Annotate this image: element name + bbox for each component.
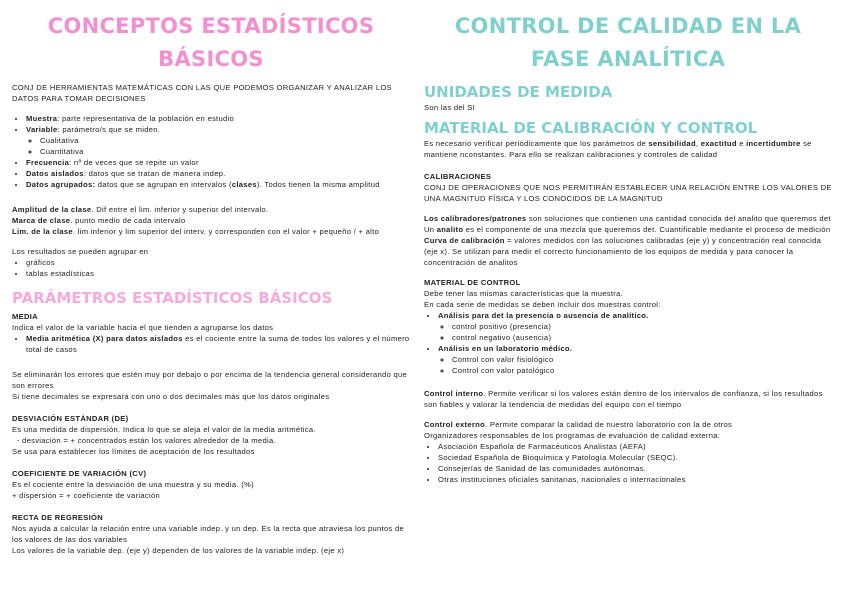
list-item: • Consejerías de Sanidad de las comunidades autónomas. — [438, 463, 832, 474]
desviacion-text-3: Se usa para establecer los límites de aceptación de los resultados — [12, 447, 255, 456]
right-column — [424, 0, 832, 485]
list-item: • Muestra: parte representativa de la población en estudio — [26, 113, 410, 124]
material-text: Es necesario verificar periódicamente que los parámetros de sensibilidad, exactitud e incertidumbre se mantiene nconstantes. Para ello se realizan calibraciones y controles de calidad — [424, 139, 812, 159]
desviacion-text-1: Es una medida de dispersión. Indica lo que se aleja el valor de la media aritmética. — [12, 425, 316, 434]
list-item: • Datos agrupados: datos que se agrupan en intervalos (clases). Todos tienen la misma amplitud — [26, 179, 410, 190]
material-title: MATERIAL DE CALIBRACIÓN Y CONTROL — [424, 119, 758, 137]
media-heading: MEDIA — [12, 312, 38, 321]
intro-text: CONJ DE HERRAMIENTAS MATEMÁTICAS CON LAS QUE PODEMOS ORGANIZAR Y ANALIZAR LOS DATOS PARA TOMAR DECISIONES — [12, 83, 392, 103]
left-column — [12, 0, 410, 556]
group-list — [12, 257, 410, 279]
amplitud-text: Amplitud de la clase. Dif entre el lim. inferior y superior del intervalo. — [12, 205, 269, 214]
media-text: Indica el valor de la variable hacia el que tienden a agruparse los datos — [12, 323, 274, 332]
list-item: • Asociación Española de Farmacéuticos Analistas (AEFA) — [438, 441, 832, 452]
calibraciones-text: CONJ DE OPERACIONES QUE NOS PERMITIRÁN ESTABLECER UNA RELACIÓN ENTRE LOS VALORES DE UNA MAGNITUD FÍSICA Y LOS CONOCIDOS DE LA MAGNITUD — [424, 183, 832, 203]
regresion-text-2: Los valores de la variable dep. (eje y) dependen de los valores de la variable indep. (eje x) — [12, 546, 345, 555]
regresion-text-1: Nos ayuda a calcular la relación entre una variable indep. y un dep. Es la recta que atraviesa los puntos de los valores de las dos variables — [12, 524, 405, 544]
list-item: • Sociedad Española de Bioquímica y Patología Molecular (SEQC). — [438, 452, 832, 463]
list-item: • Análisis en un laboratorio médico. ◦ Control con valor fisiológico ◦ Control con valor patológico — [438, 343, 832, 376]
left-title: CONCEPTOS ESTADÍSTICOS BÁSICOS — [47, 14, 375, 71]
calibraciones-heading: CALIBRACIONES — [424, 172, 492, 181]
list-item: • Variable: parámetro/s que se miden. ◦ Cualitativa ◦ Cuantitativa — [26, 124, 410, 157]
limite-text: Lim. de la clase. lim inferior y lim superior del interv. y corresponden con el valor + pequeño / + alto — [12, 227, 380, 236]
material-control-heading: MATERIAL DE CONTROL — [424, 278, 521, 287]
units-title: UNIDADES DE MEDIDA — [424, 83, 613, 101]
list-item: • tablas estadísticas — [26, 268, 410, 279]
group-text: Los resultados se pueden agrupar en — [12, 247, 149, 256]
decimals-text: Si tiene decimales se expresará con uno o dos decimales más que los datos originales — [12, 392, 330, 401]
list-item: • gráficos — [26, 257, 410, 268]
list-item: ◦ control positivo (presencia) — [452, 321, 832, 332]
list-item: ◦ Cuantitativa — [40, 146, 410, 157]
control-externo-text: Control externo. Permite comparar la calidad de nuestro laboratorio con la de otros — [424, 420, 733, 429]
list-item: • Análisis para det la presencia o ausencia de analítico. ◦ control positivo (presencia) ◦ control negativo (ausencia) — [438, 310, 832, 343]
desviacion-heading: DESVIACIÓN ESTÁNDAR (DE) — [12, 414, 129, 423]
mc-text-2: En cada serie de medidas se deben incluir dos muestras control: — [424, 300, 661, 309]
cv-text-1: Es el cociente entre la desviación de una muestra y su media. (%) — [12, 480, 254, 489]
mc-text-1: Debe tener las mismas características que la muestra. — [424, 289, 624, 298]
list-item: • Frecuencia: nº de veces que se repite un valor — [26, 157, 410, 168]
organizadores-text: Organizadores responsables de los programas de evaluación de calidad externa: — [424, 431, 721, 440]
media-list — [12, 333, 410, 355]
control-list — [424, 310, 832, 376]
cv-text-2: + dispersión = + coeficiente de variación — [12, 491, 161, 500]
regresion-heading: RECTA DE REGRESIÓN — [12, 513, 104, 522]
organizadores-list — [424, 441, 832, 485]
units-text: Son las del SI — [424, 103, 476, 112]
list-item: ◦ control negativo (ausencia) — [452, 332, 832, 343]
curva-text: Curva de calibración = valores medidos con las soluciones calibradas (eje y) y concentración real conocida (eje x). Se utilizan para medir el correcto funcionamiento de los equipos de medida y para conocer la concentración de analitos — [424, 236, 822, 267]
list-item: • Datos aislados: datos que se tratan de manera indep. — [26, 168, 410, 179]
params-title: PARÁMETROS ESTADÍSTICOS BÁSICOS — [12, 289, 333, 307]
control-interno-text: Control interno. Permite verificar si los valores están dentro de los intervalos de confianza, si los resultados son fiables y valorar la tendencia de medidas del equipo con el tiempo — [424, 389, 823, 409]
analito-text: Un analito es el componente de una mezcla que queremos det. Cuantificable mediante el proceso de medición — [424, 225, 831, 234]
concepts-list — [12, 113, 410, 190]
list-item: ◦ Control con valor patológico — [452, 365, 832, 376]
list-item: • Otras instituciones oficiales sanitarias, nacionales o internacionales — [438, 474, 832, 485]
calibradores-text: Los calibradores/patrones son soluciones que contienen una cantidad conocida del analito que queremos det — [424, 214, 831, 223]
list-item: ◦ Control con valor fisiológico — [452, 354, 832, 365]
list-item: • Media aritmética (X) para datos aislados es el cociente entre la suma de todos los valores y el número total de casos — [26, 333, 410, 355]
marca-text: Marca de clase. punto medio de cada intervalo — [12, 216, 186, 225]
errors-text: Se eliminarán los errores que estén muy por debajo o por encima de la tendencia general considerando que son errores — [12, 370, 408, 390]
cv-heading: COEFICIENTE DE VARIACIÓN (CV) — [12, 469, 147, 478]
desviacion-text-2: - desviación = + concentrados están los valores alrededor de la media. — [12, 436, 276, 445]
right-title: CONTROL DE CALIDAD EN LA FASE ANALÍTICA — [454, 14, 802, 71]
list-item: ◦ Cualitativa — [40, 135, 410, 146]
